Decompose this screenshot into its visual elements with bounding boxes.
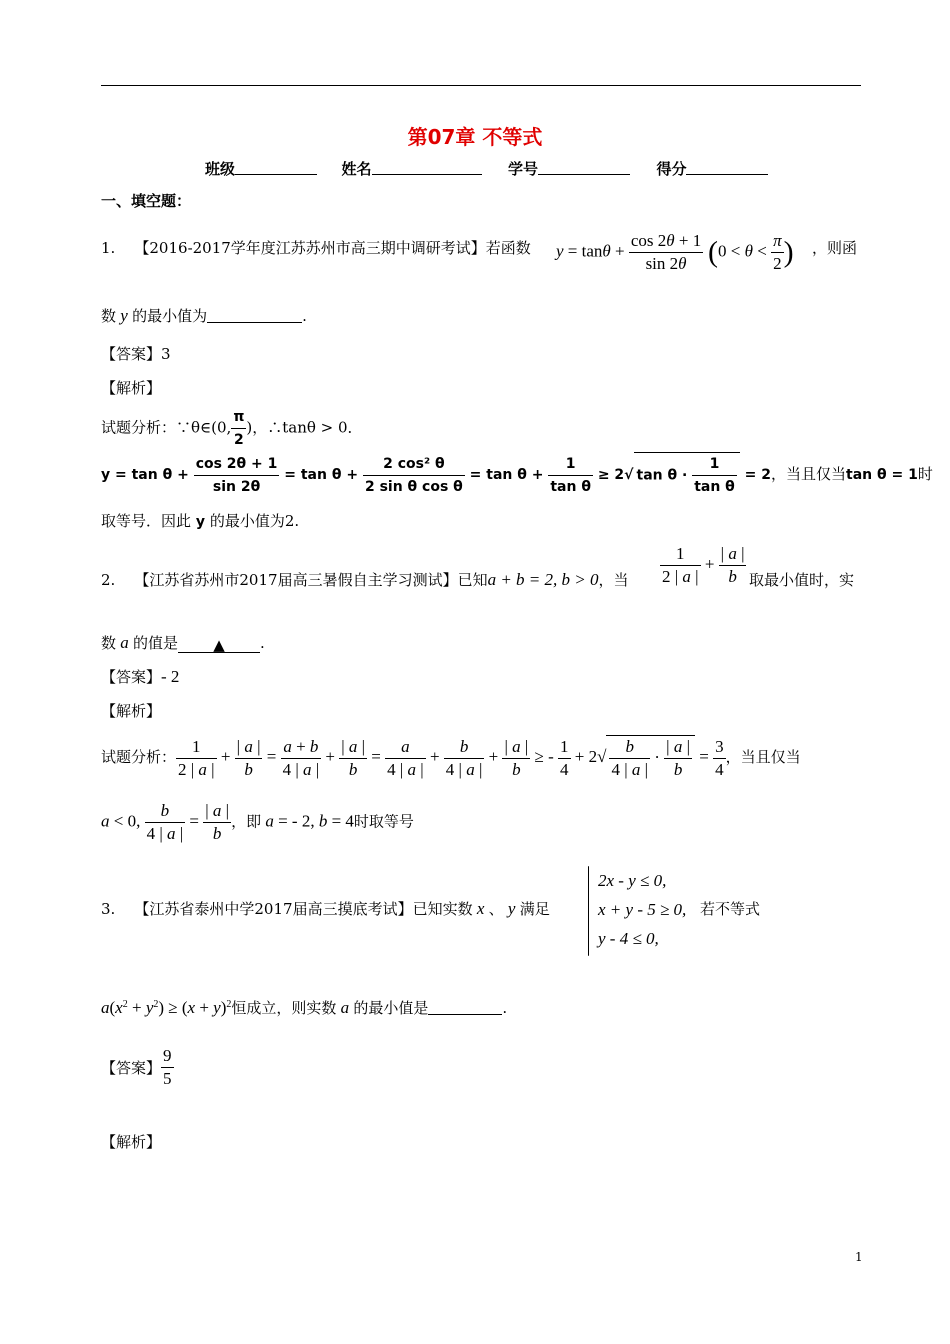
q3-system-brace [588, 866, 589, 956]
triangle-mark-icon: ▲ [213, 636, 225, 654]
q3-tail: 若不等式 [700, 900, 761, 918]
q3-line2-text: 恒成立，则实数 [231, 999, 337, 1017]
q2-tail: 取最小值时，实 [749, 571, 855, 589]
q2-line1 [101, 569, 629, 590]
q1-sol2-tail2: 时 [917, 465, 933, 483]
q1-solution-formula: y = tan θ + $\frac{\cos 2\theta + 1}{\sin 2\theta}$ = tan θ + $\frac{\text{2 cos² θ}}{\text{2 sin θ cos θ}}$ = tan θ + $\frac{1}{\text{tan θ}}$ ≥ 2√ tan θ · $\frac{1}{\text{tan θ}}$ = 2，当且仅当tan θ = 1时 [101, 452, 933, 498]
q1-answer-blank[interactable] [207, 308, 302, 323]
name-blank[interactable] [372, 160, 482, 175]
student-info-row [205, 158, 768, 179]
q2-expression: $\frac{1}{2 | a |}$ + $\frac{| a |}{b}$ [662, 544, 745, 586]
q3-constraint-2: x + y - 5 ≥ 0, [598, 900, 687, 919]
q1-source: 【2016-2017学年度江苏苏州市高三期中调研考试】若函数 [134, 239, 531, 257]
q1-solution-line1: 试题分析：∵θ∈(0, $\frac{\pi}{2}$ )，∴tanθ > 0． [101, 406, 363, 451]
q2-sol2-tail: 时取等号 [353, 812, 414, 831]
q3-answer-label: 【答案】 [101, 1059, 162, 1077]
q1-line2-text2: 的最小值为 [132, 307, 208, 325]
q2-condition: a + b = 2, b > 0 [487, 570, 599, 589]
q2-line2-text2: 的值是 [133, 634, 179, 652]
q3-constraint-3: y - 4 ≤ 0, [598, 929, 659, 948]
class-label: 班级 [205, 160, 236, 178]
q1-sol3b-text: 的最小值为2. [209, 512, 300, 530]
q3-line2-text2: 的最小值是 [353, 999, 429, 1017]
q3-analysis-label: 【解析】 [101, 1133, 162, 1151]
q3-line1: 3. 【江苏省泰州中学2017届高三摸底考试】已知实数 x 、 y 满足 [101, 899, 550, 918]
q2-sol-prefix: 试题分析： [101, 748, 177, 766]
q1-sol2-tail: ，当且仅当 [771, 465, 847, 483]
q3-constraint-1: 2x - y ≤ 0, [598, 871, 667, 890]
q3-number: 3. [101, 900, 116, 918]
q2-number: 2. [101, 571, 116, 589]
q2-answer-blank[interactable] [178, 636, 260, 653]
q1-line1 [101, 237, 531, 258]
page-title: 第07章 不等式 [407, 125, 543, 149]
q2-answer-value: - 2 [161, 667, 180, 686]
q3-answer [101, 1045, 174, 1090]
q2-analysis-label: 【解析】 [101, 702, 162, 720]
q3-mid: 满足 [519, 900, 550, 918]
q1-function-formula: y = tanθ + $\frac{\cos 2\theta + 1}{\sin 2\theta}$ (0 < θ < $\frac{\pi}{2}$ ) [556, 231, 794, 273]
q1-sol1b-text: )，∴tanθ > 0． [246, 418, 363, 437]
q2-sol2-mid: ，即 [231, 812, 262, 831]
q2-sol-tail: ，当且仅当 [725, 748, 801, 766]
q2-answer-label: 【答案】 [101, 668, 162, 686]
class-blank[interactable] [235, 160, 317, 175]
q3-answer-blank[interactable] [428, 1000, 502, 1015]
q1-sol3-text: 取等号．因此 [101, 512, 192, 530]
name-label: 姓名 [341, 160, 372, 178]
score-blank[interactable] [686, 160, 768, 175]
q1-analysis-label: 【解析】 [101, 379, 162, 397]
q2-solution-formula: 试题分析： $\frac{1}{2 | a |}$ + $\frac{| a |}{b}$ = $\frac{a + b}{4 | a |}$ + $\frac{| a |}{b}$ = $\frac{a}{4 | a |}$ + $\frac{b}{4 | a |}$ + $\frac{| a |}{b}$ ≥ - $\frac{1}{4}$ + 2√ $\frac{b}{4 | a |}$ · $\frac{| a |}{b}$ = $\frac{3}{4}$ ，当且仅当 [101, 736, 801, 779]
q3-line2: $a(x^2 + y^2) \ge (x + y)^2$恒成立，则实数 a 的最小值是 . [101, 998, 508, 1017]
q1-sol1-text: 试题分析：∵θ∈(0, [101, 418, 232, 437]
q2-mid: ，当 [598, 571, 629, 589]
q2-answer [101, 666, 179, 687]
header-rule [101, 85, 861, 86]
score-label: 得分 [656, 160, 687, 178]
id-blank[interactable] [538, 160, 630, 175]
q3-source: 【江苏省泰州中学2017届高三摸底考试】已知实数 [134, 900, 473, 918]
q1-number: 1. [101, 239, 116, 257]
q2-line2-text: 数 [101, 634, 117, 652]
q1-solution-line3: 取等号．因此 y 的最小值为2. [101, 512, 300, 530]
q3-answer-denominator: 5 [163, 1069, 172, 1088]
q2-line2: 数 a 的值是 ▲ . [101, 633, 265, 654]
q2-source: 【江苏省苏州市2017届高三暑假自主学习测试】已知 [134, 571, 488, 589]
q1-answer: 【答案】3 [101, 345, 171, 363]
page-number: 1 [855, 1250, 863, 1264]
q1-line2: 数 y 的最小值为 . [101, 306, 307, 325]
q1-tail: ，则函 [812, 239, 858, 257]
q1-line2-text: 数 [101, 307, 117, 325]
q3-answer-numerator: 9 [161, 1045, 174, 1068]
q2-solution-line2: a < 0, $\frac{b}{4 | a |}$ = $\frac{| a |}{b}$ ，即 a = - 2, b = 4时取等号 [101, 801, 414, 843]
id-label: 学号 [507, 160, 538, 178]
section-heading: 一、填空题： [101, 192, 192, 210]
